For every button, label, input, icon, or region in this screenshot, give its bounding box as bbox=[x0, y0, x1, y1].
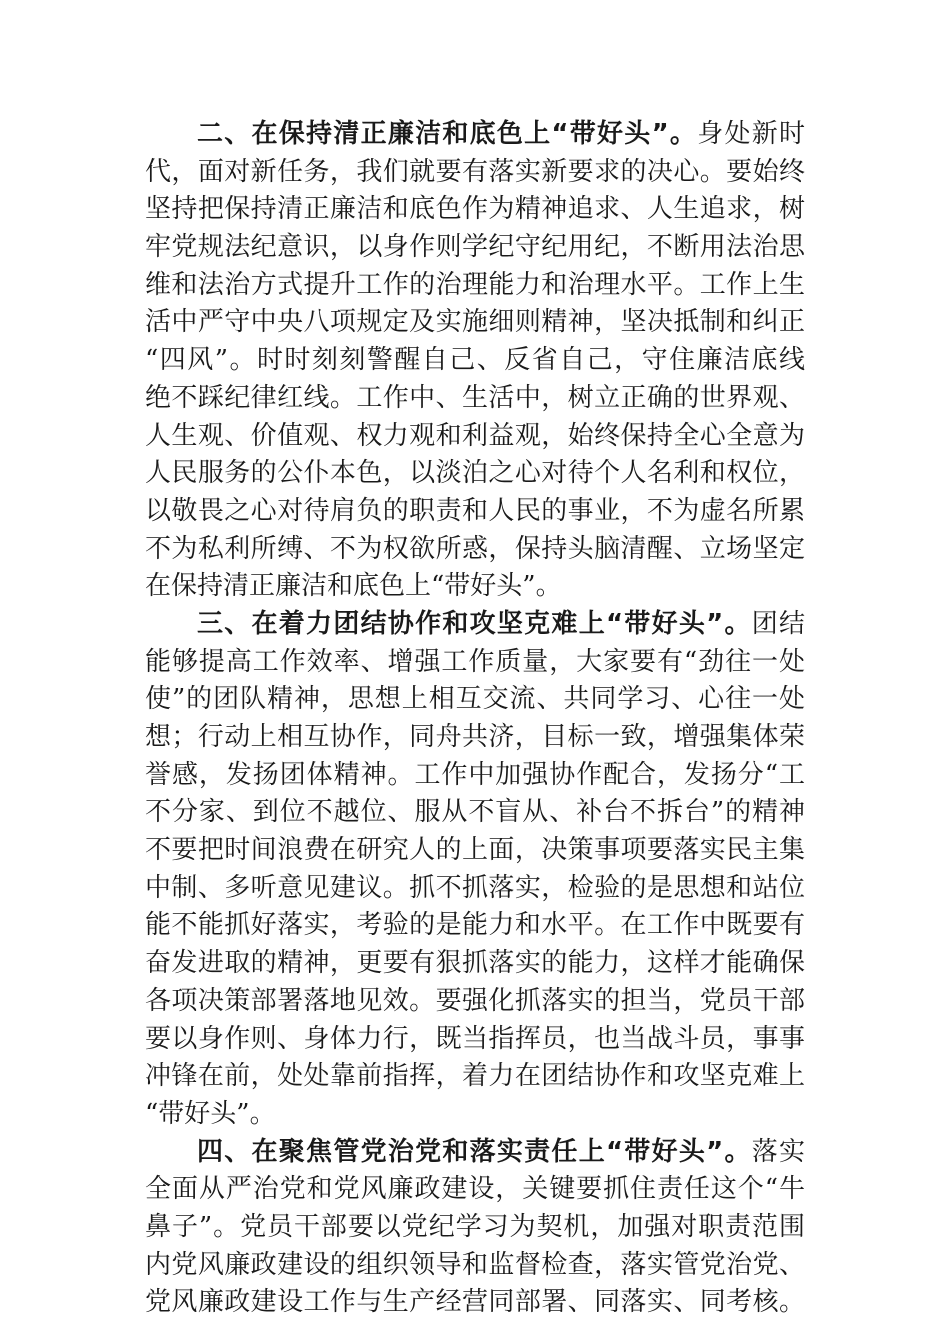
body-line: 不为私利所缚、不为权欲所惑，保持头脑清醒、立场坚定 bbox=[145, 533, 805, 564]
paragraph-first-line bbox=[145, 1134, 805, 1172]
paragraph-2 bbox=[145, 116, 805, 606]
body-line: 使”的团队精神，思想上相互交流、共同学习、心往一处 bbox=[145, 684, 805, 715]
body-line: 不分家、到位不越位、服从不盲从、补台不拆台”的精神 bbox=[145, 797, 805, 828]
body-line: 不要把时间浪费在研究人的上面，决策事项要落实民主集 bbox=[145, 835, 805, 866]
paragraph-4 bbox=[145, 1134, 805, 1322]
body-line: 党风廉政建设工作与生产经营同部署、同落实、同考核。 bbox=[145, 1287, 805, 1318]
body-line: 奋发进取的精神，更要有狠抓落实的能力，这样才能确保 bbox=[145, 948, 805, 979]
body-line: 要以身作则、身体力行，既当指挥员，也当战斗员，事事 bbox=[145, 1023, 805, 1054]
body-line: 内党风廉政建设的组织领导和监督检查，落实管党治党、 bbox=[145, 1249, 805, 1280]
body-line: 代，面对新任务，我们就要有落实新要求的决心。要始终 bbox=[145, 156, 805, 187]
body-line: 各项决策部署落地见效。要强化抓落实的担当，党员干部 bbox=[145, 985, 805, 1016]
body-line: 想；行动上相互协作，同舟共济，目标一致，增强集体荣 bbox=[145, 722, 805, 752]
body-line: 以敬畏之心对待肩负的职责和人民的事业，不为虚名所累 bbox=[145, 495, 805, 526]
document-page bbox=[145, 116, 805, 1322]
body-line: 人民服务的公仆本色，以淡泊之心对待个人名利和权位， bbox=[145, 458, 805, 489]
body-text: 身处新时 bbox=[697, 119, 805, 149]
section-heading: 四、在聚焦管党治党和落实责任上“带好头”。 bbox=[197, 1136, 752, 1167]
body-line: 牢党规法纪意识，以身作则学纪守纪用纪，不断用法治思 bbox=[145, 232, 805, 263]
body-line: 能够提高工作效率、增强工作质量，大家要有“劲往一处 bbox=[145, 646, 805, 677]
body-line: 坚持把保持清正廉洁和底色作为精神追求、人生追求，树 bbox=[145, 194, 805, 225]
paragraph-first-line bbox=[145, 116, 805, 154]
body-line: 活中严守中央八项规定及实施细则精神，坚决抵制和纠正 bbox=[145, 307, 805, 338]
body-line: 鼻子”。党员干部要以党纪学习为契机，加强对职责范围 bbox=[145, 1211, 805, 1242]
body-line: 人生观、价值观、权力观和利益观，始终保持全心全意为 bbox=[145, 420, 805, 451]
body-line: 中制、多听意见建议。抓不抓落实，检验的是思想和站位 bbox=[145, 872, 805, 903]
body-line: 能不能抓好落实，考验的是能力和水平。在工作中既要有 bbox=[145, 910, 805, 941]
body-line: “四风”。时时刻刻警醒自己、反省自己，守住廉洁底线 bbox=[145, 345, 805, 376]
body-line-last: “带好头”。 bbox=[145, 1098, 276, 1129]
body-text: 落实 bbox=[751, 1136, 805, 1167]
section-heading: 三、在着力团结协作和攻坚克难上“带好头”。 bbox=[197, 608, 752, 639]
body-line: 绝不踩纪律红线。工作中、生活中，树立正确的世界观、 bbox=[145, 382, 805, 413]
section-heading: 二、在保持清正廉洁和底色上“带好头”。 bbox=[197, 119, 698, 149]
body-line: 全面从严治党和党风廉政建设，关键要抓住责任这个“牛 bbox=[145, 1174, 805, 1205]
paragraph-3 bbox=[145, 606, 805, 1134]
body-line: 誉感，发扬团体精神。工作中加强协作配合，发扬分“工 bbox=[145, 759, 805, 790]
body-line-last: 在保持清正廉洁和底色上“带好头”。 bbox=[145, 571, 562, 602]
body-text: 团结 bbox=[751, 608, 805, 639]
body-line: 冲锋在前，处处靠前指挥，着力在团结协作和攻坚克难上 bbox=[145, 1061, 805, 1092]
paragraph-first-line bbox=[145, 606, 805, 644]
body-line: 维和法治方式提升工作的治理能力和治理水平。工作上生 bbox=[145, 269, 805, 300]
